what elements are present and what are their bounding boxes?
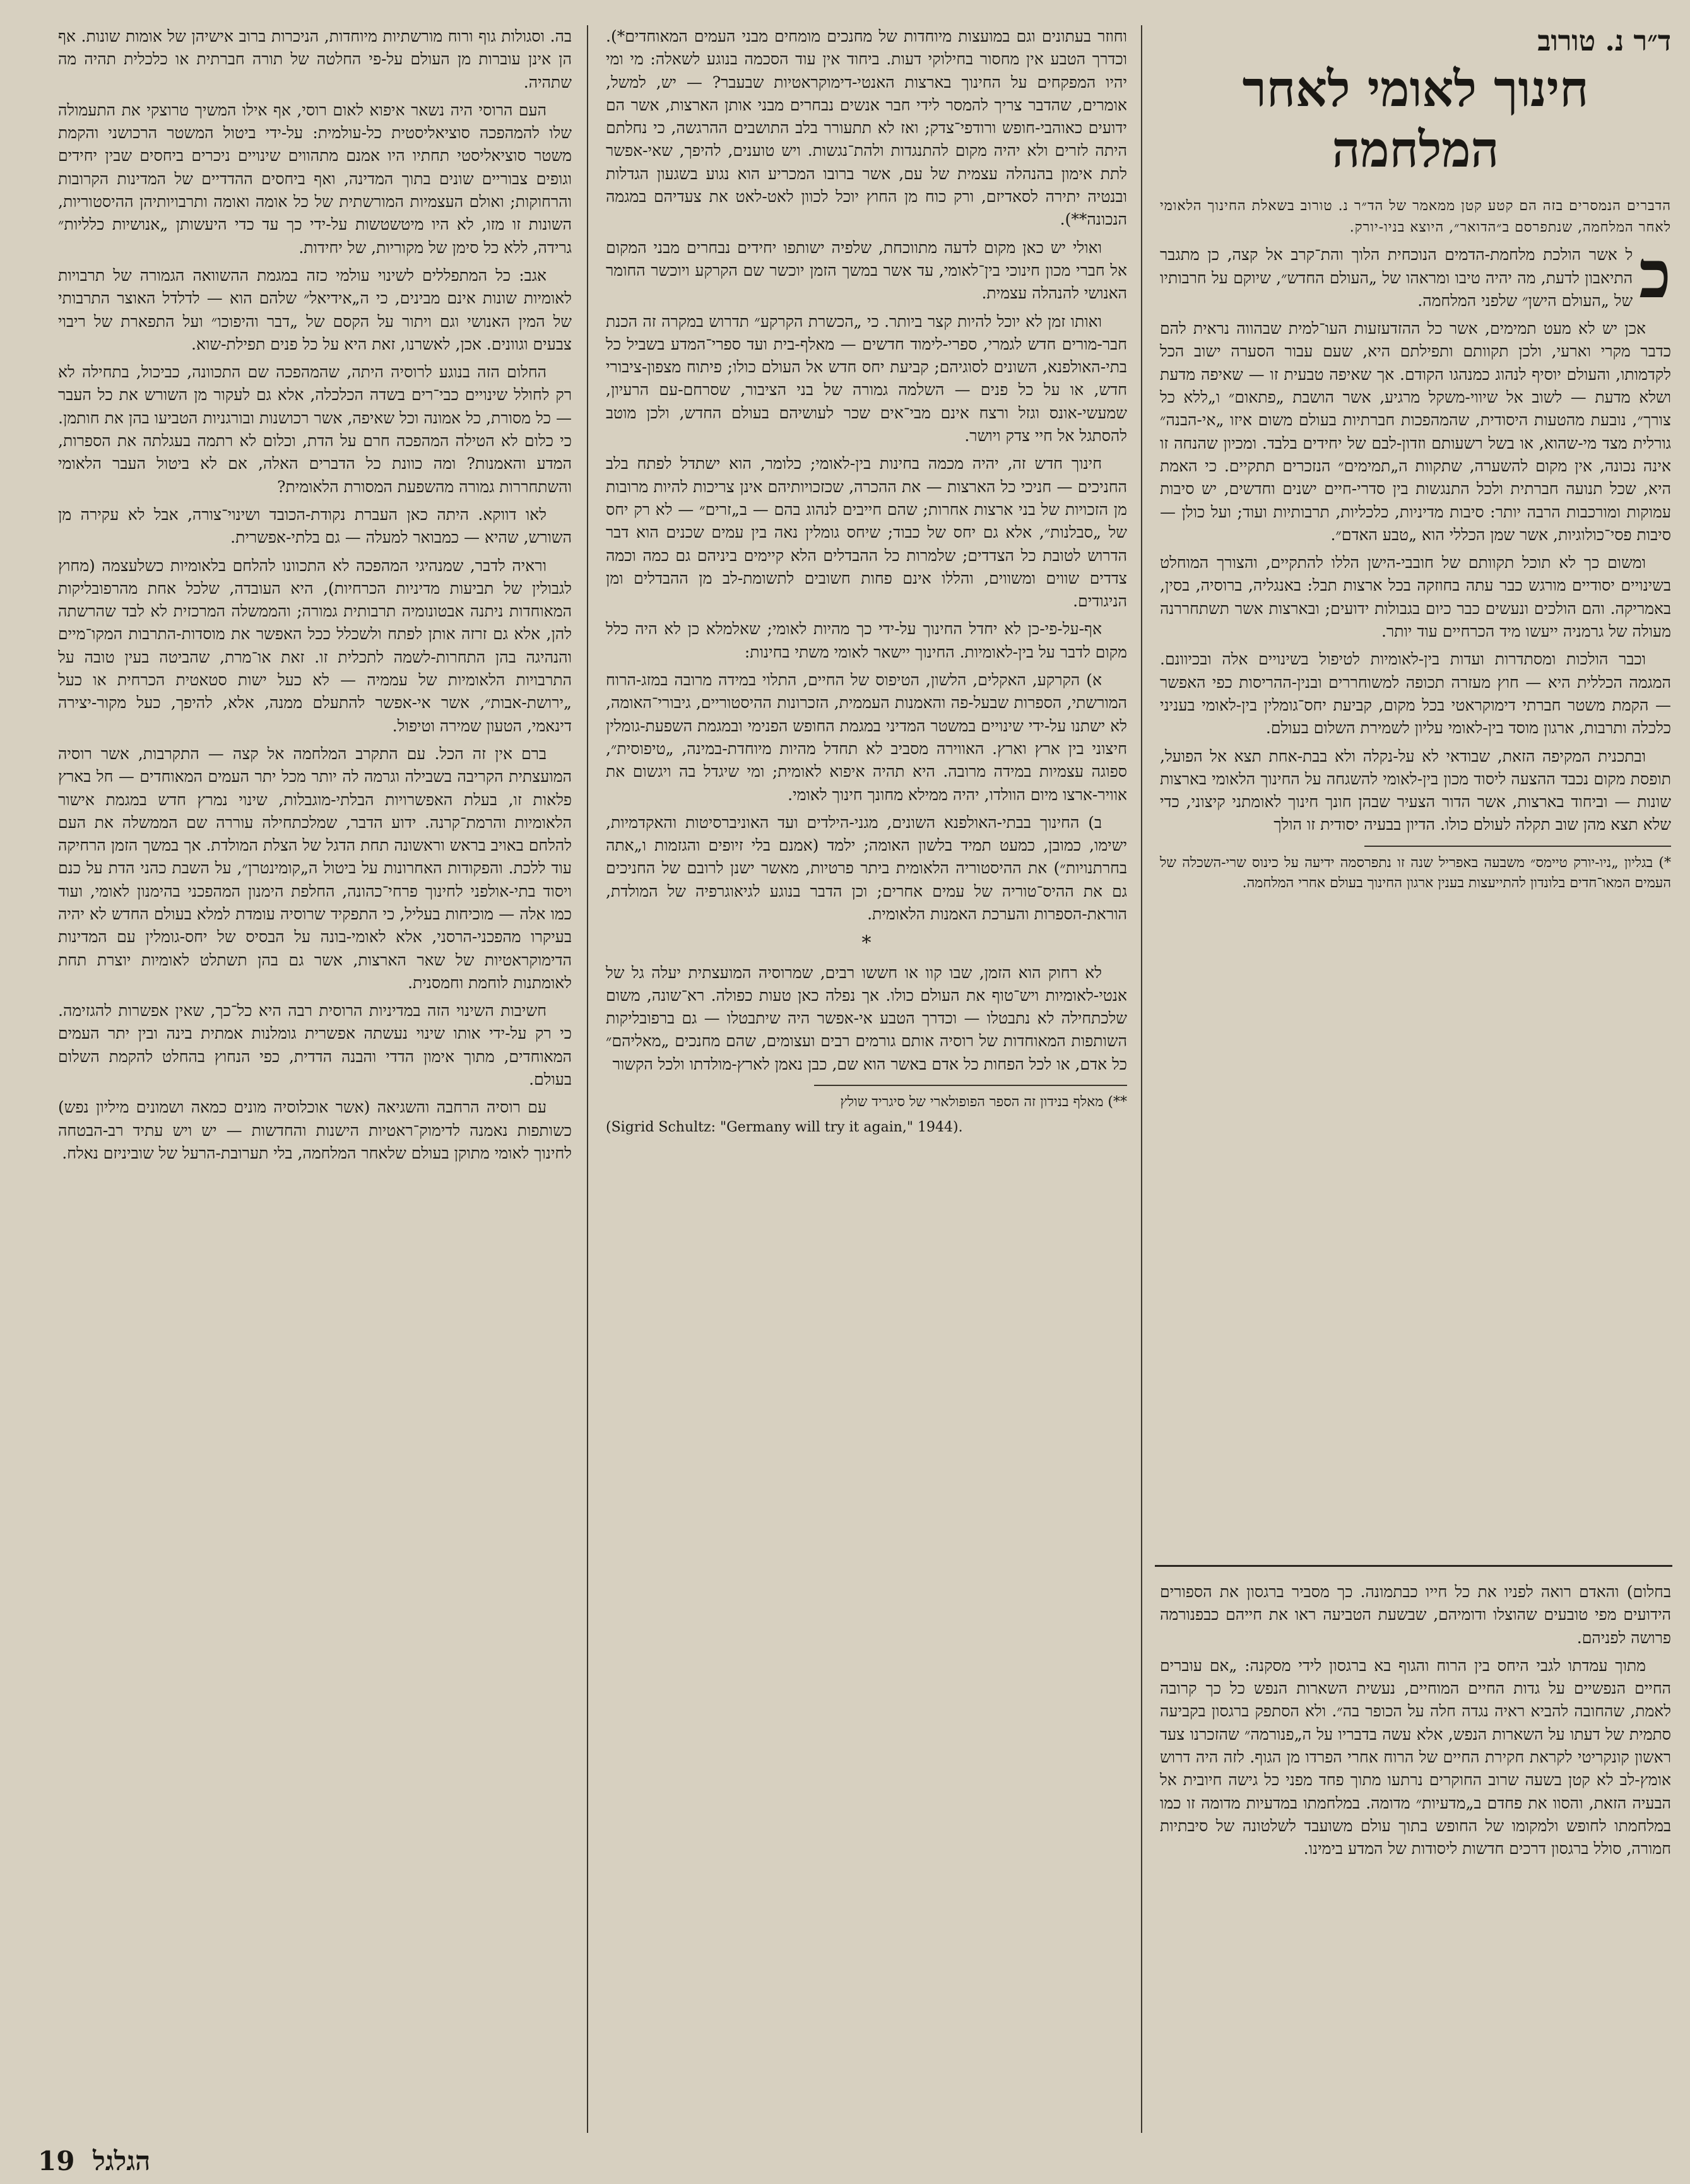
paragraph: מתוך עמדתו לגבי היחס בין הרוח והגוף בא ברגסון לידי מסקנה: „אם עוברים החיים הנפשיים על גדות החיים המוחיים, נעשית השארות הנפש כל כך קרובה לאמת, שהחובה להביא ראיה נגדה חלה על הכופר בה״. ולא הסתפק ברגסון בקביעה סתמית של דעתו על השארות הנפש, אלא עשה בדבריו על ה„פנורמה״ שהזכרנו צעד ראשון קונקריטי לקראת חקירת החיים של הרוח אחרי הפרדו מן הגוף. לזה היה דרוש אומץ-לב לא קטן בשעה שרוב החוקרים נרתעו מתוך פחד מפני כל גישה חיובית אל הבעיה הזאת, והסוו את פחדם ב„מדעיות״ מדומה. במלחמתו במדעיות מדומה זו כמו במלחמתו לחופש ולמקומו של החופש בתוך עולם משועבד לשלטונה של סיבתיות חמורה, סולל ברגסון דרכים חדשות ליסודות של המדע בימינו. — [1160, 1656, 1671, 1858]
column-right-lower — [1160, 1581, 1671, 1866]
footnote: *) בגליון „ניו-יורק טיימס״ משבעה באפריל שנה זו נתפרסמה ידיעה על כינוס שרי-השכלה של העמים המאו־חדים בלונדון להתייעצות בענין ארגון החינוך בעולם אחרי המלחמה. — [1160, 854, 1671, 891]
paragraph: עם רוסיה הרחבה והשגיאה (אשר אוכלוסיה מונים כמאה ושמונים מיליון נפש) כשותפות נאמנה לדימוק־ראטיות הישנות והחדשות — יש ויש עתיד רב-הבטחה לחינוך לאומי מתוקן בעולם שלאחר המלחמה, בלי תערובת-הרעל של שוביניזם נאלח. — [58, 1098, 572, 1162]
section-separator: * — [861, 932, 872, 955]
footnote: **) מאלף בנידון זה הספר הפופולארי של סיגריד שולץ — [840, 1094, 1127, 1111]
page-footer — [38, 2146, 150, 2177]
paragraph: אף-על-פי-כן לא יחדל החינוך על-ידי כך מהיות לאומי; שאלמלא כן לא היה כלל מקום לדבר על בין-לאומיות. החינוך יישאר לאומי משתי בחינות: — [606, 620, 1127, 661]
paragraph: ברם אין זה הכל. עם התקרב המלחמה אל קצה — התקרבות, אשר רוסיה המועצתית הקריבה בשבילה וגרמה לה יותר מכל יתר העמים המאוחדים — חל בארץ פלאות זו, בעלת האפשרויות הבלתי-מוגבלות, שינוי נמרץ חדש במגמת אישור הלאומיות והרמת־קרנה. ידוע הדבר, שמלכתחילה עוררה שם הממשלה את העם להלחם באויב בראש וראשונה תחת הדגל של הצלת המולדת. אך במשך הזמן הרחיקה עוד ללכת. והפקודות האחרונות על ביטול ה„קומינטרן״, על השבת כהני הדת על כנם ויסוד בתי-אולפני לחינוך פרחי־כהונה, החלפת הימנון המהפכני בהימנון לאומי, ועוד כמו אלה — מוכיחות בעליל, כי התפקיד שרוסיה עומדת למלא בעולם החדש לא יהיה בעיקרו מהפכני-הרסני, אלא לאומי-בונה על הבסיס של יחס-גומלין עם המדינות הדימוקראטיות של שאר הארצות, אשר גם בהן תשתלט לאומיות יוצרת תחת לאומתנות לוחמת וחמסנית. — [58, 744, 572, 992]
paragraph: בה. וסגולות גוף ורוח מורשתיות מיוחדות, הניכרות ברוב אישיהן של אומות שונות. אף הן אינן עוברות מן העולם על-פי החלטה של תורה חברתית או כלכלית תהיה מה שתהיה. — [58, 27, 572, 91]
drop-cap: כ — [1639, 235, 1671, 314]
paragraph: וראיה לדבר, שמנהיגי המהפכה לא התכוונו להלחם בלאומיות כשלעצמה (מחוץ לגבולין של תביעות מדיניות הכרחיות), היא העובדה, שלכל אחת מהרפובליקות המאוחדות ניתנה אבטונומיה תרבותית גמורה; והממשלה המרכזית לא לבד שהרשתה להן, אלא גם זרזה אותן לפתח ולשכלל ככל האפשר את מוסדות-התרבות המקו־מיים והנהיגה בהן התחרות-לשמה לתכלית זו. זאת או־מרת, שהביטה בעין טובה על התרבויות הלאומיות של עממיה — לא כעל ישות סטאטית הכרחית או כעל „ירושת-אבות״, אשר אי-אפשר להתעלם ממנה, אלא, להיפך, כעל מקור-יצירה דינאמי, הטעון שמירה וטיפול. — [58, 556, 572, 735]
page-number: 19 — [38, 2146, 75, 2176]
paragraph: ב) החינוך בבתי-האולפנא השונים, מגני-הילדים ועד האוניברסיטות והאקדמיות, ישימו, כמובן, כמעט תמיד בלשון האומה; ילמד (אמנם בלי זיופים והגזמות ו„אתה בחרתנויות״) את ההיסטוריה הלאומית ביתר פרטיות, מאשר ישנן לרובם של החניכים גם את ההיס־טוריה של עמים אחרים; וכן הדבר בנוגע לגיאוגרפיה של המולדת, הוראת-הספרות והערכת האמנות הלאומית. — [606, 813, 1127, 923]
paragraph: ל אשר הולכת מלחמת-הדמים הנוכחית הלוך והת־קרב אל קצה, כן מתגבר התיאבון לדעת, מה יהיה טיבו ומראהו של „העולם החדש״, שיוקם על חרבותיו של „העולם הישן״ שלפני המלחמה. — [1160, 245, 1633, 310]
paragraph: ואותו זמן לא יוכל להיות קצר ביותר. כי „הכשרת הקרקע״ תדרוש במקרה זה הכנת חבר-מורים חדש לגמרי, ספרי-לימוד חדשים — מאלף-בית ועד ספרי־המדע בשביל כל בתי-האולפנא, השונים לסוגיהם; קביעת יחס חדש אל העולם כולו; פיתוח מצפון-ציבורי חדש, או על כל פנים — השלמה גמורה של בני הציבור, שסרחם-עם הרעיון, שמעשי-אונס וגזל ורצח אינם מבי־אים שכר לעושיהם בעולם החדש, ולכן מוטב להסתגל אל חיי צדק ויושר. — [606, 312, 1127, 446]
column-rule — [587, 25, 588, 2133]
paragraph: העם הרוסי היה נשאר איפוא לאום רוסי, אף אילו המשיך טרוצקי את התעמולה שלו להמהפכה סוציאליסטית כל-עולמית: על-ידי ביטול המשטר הרכושני והקמת משטר סוציאליסטי תחתיו היו אמנם מתהווים שינויים ניכרים ביחסים שבין יחידים וגופים צבוריים שונים בתוך המדינה, ואף ביחסים ההדדיים של המדינות הקרובות והרחוקות; ואולם העצמיות המורשתית של כל אומה ואומה ותרבויותיהן ההיסטוריות, השונות זו מזו, לא היו מיטשטשות על-ידי כך עד כדי היעשותן „אנושיות כלליות״ גרידה, ללא כל סימן של מקוריות, של יחידות. — [58, 100, 572, 257]
paragraph: בחלום) והאדם רואה לפניו את כל חייו כבתמונה. כך מסביר ברגסון את הספורים הידועים מפי טובעים שהוצלו ודומיהם, שבשעת הטביעה ראו את חייהם כבפנורמה פרושה לפניהם. — [1160, 1583, 1671, 1647]
column-middle — [606, 25, 1127, 1138]
paragraph: ובתכנית המקיפה הזאת, שבודאי לא על-נקלה ולא בבת-אחת תצא אל הפועל, תופסת מקום נכבד ההצעה ליסוד מכון בין-לאומי להשגחה על החינוך הלאומי בארצות שונות — וביחוד בארצות, אשר הדור הצעיר שבהן חונך חינוך לאומתני קיצוני, כדי שלא תצא מהן שוב תקלה לעולם כולו. הדיון בבעיה יסודית זו הולך — [1160, 747, 1671, 834]
article-title: חינוך לאומי לאחר המלחמה — [1242, 61, 1589, 179]
paragraph: חינוך חדש זה, יהיה מכמה בחינות בין-לאומי; כלומר, הוא ישתדל לפתח בלב החניכים — חניכי כל הארצות — את ההכרה, שכזכויותיהם אינן צריכות להיות מרובות מן הזכויות של בני ארצות אחרות; שהם חייבים לנהוג בהם — ב„זרים״ — לא רק יחס של „סבלנות״, אלא גם יחס של כבוד; שיחס גומלין נאה בין עמים שכנים הוא דבר הדרוש לטובת כל הצדדים; שלמרות כל ההבדלים הלא קיימים ביניהם גם כמה וכמה צדדים שווים ומשווים, והללו אינם פחות חשובים לתשומת-לב מן ההבדלים ומן הניגודים. — [606, 454, 1127, 611]
magazine-name: הגלגל — [93, 2146, 151, 2176]
paragraph: וחוזר בעתונים וגם במועצות מיוחדות של מחנכים מומחים מבני העמים המאוחדים*). וכדרך הטבע אין מחסור בחילוקי דעות. ביחוד אין עוד הסכמה בנוגע לשאלה: מי ומי יהיו המפקחים על החינוך בארצות האנטי-דימוקראטיות שבעבר? — יש, למשל, אומרים, שהדבר צריך להמסר לידי חבר אנשים נבחרים מבני אותן הארצות, אשר הם ידועים כאוהבי-חופש ורודפי־צדק; ואז לא תתעורר בלב התושבים ההרגשה, כי נחלתם היתה לזרים ולא יהיה מקום להתנגדות ולהת־נגשות. ויש טוענים, להיפך, שאי-אפשר לתת אימון בהנהלה עצמית של עם, אשר ברובו המכריע הוא נגוע בשגעון הגדלות ובנטיה יתירה לסאדיזם, ורק כוח מן החוץ יוכל לכוון לאט-לאט את צעדיהם במגמה הנכונה**). — [606, 27, 1127, 229]
paragraph: וכבר הולכות ומסתדרות ועדות בין-לאומיות לטיפול בשינויים אלה ובכיוונם. המגמה הכללית היא — חוץ מעזרה תכופה למשוחררים ובנין-ההריסות כפי האפשר — הקמת משטר חברתי דימוקראטי בכל מקום, קביעת יחס־גומלין בין-לאומי בעניני כלכלה ותרבות, ארגון מוסד בין-לאומי עליון לשמירת השלום בעולם. — [1160, 650, 1671, 738]
column-right — [1160, 25, 1671, 899]
paragraph: א) הקרקע, האקלים, הלשון, הטיפוס של החיים, התלוי במידה מרובה במזג-הרוח המורשתי, הספרות שבעל-פה והאמנות העממית, הזכרונות ההיסטוריים, גיבורי־האומה, לא ישתנו על-ידי שינויים במשטר המדיני במגמת החופש הפנימי ובמגמת השפעת-גומלין חיצוני בין ארץ וארץ. האווירה מסביב לא תחדל מהיות מיוחדת-במינה, „טיפוסית״, ספוגה עצמיות במידה מרובה. היא תהיה איפוא לאומית; ומי שיגדל בה ויגשום את אוויר-ארצו מיום הוולדו, יהיה ממילא מחונך חינוך לאומי. — [606, 671, 1127, 804]
paragraph: אכן יש לא מעט תמימים, אשר כל ההזדעזעות העו־למית שבהווה נראית להם כדבר מקרי וארעי, ולכן תקוותם ותפילתם היא, שעם עבור הסערה ישוב הכל לקדמותו, והעולם יוסיף לנהוג כמנהגו הקודם. אך שאיפה טבעית זו — שאיפה מדעת ושלא מדעת — לשוב אל שיווי-משקל מרגיע, אשר הושבת „פתאום״ ו„ללא כל צורך״, נובעת מהטעות היסודית, שהמהפכות חברתיות בעולם משום איזו „אי-הבנה״ גורלית מצד מי-שהוא, או בשל רשעותם וזדון-לבם של יחידים בלבד. ומכיון שהנחה זו אינה נכונה, אין מקום להשערה, שתקוות ה„תמימים״ הנזכרים תתקיים. כי האמת היא, שכל תנועה חברתית ולכל התנגשות בין סדרי-חיים ישנים וחדשים, יש סיבות עמוקות ומורכבות הרבה יותר: סיבות מדיניות, כלכליות, תרבותיות ועוד; ועל כולן — סיבות פסי־כולוגיות, אשר שמן הכללי הוא „טבע האדם״. — [1160, 319, 1671, 544]
paragraph: ומשום כך לא תוכל תקוותם של חובבי-הישן הללו להתקיים, והצורך המוחלט בשינויים יסודיים מורגש כבר עתה בחוזקה בכל ארצות תבל: באנגליה, ברוסיה, בסין, באמריקה. והם הולכים ונעשים כבר כיום בגבולות ידועים; ובארצות אשר תשתחררנה מעולה של גרמניה ייעשו מיד הכרחיים עוד יותר. — [1160, 553, 1671, 641]
article-intro: הדברים הנמסרים בזה הם קטע קטן ממאמר של הד״ר נ. טורוב בשאלת החינוך הלאומי לאחר המלחמה, שנתפרסם ב״הדואר״, היוצא בניו-יורק. — [1160, 198, 1671, 236]
column-rule — [1141, 25, 1142, 2133]
paragraph: ואולי יש כאן מקום לדעה מתווכחת, שלפיה ישותפו יחידים נבחרים מבני המקום אל חברי מכון חינוכי בין־לאומי, עד אשר במשך הזמן יוכשר שם הקרקע ויוכשר החומר האנושי להנהלה עצמית. — [606, 238, 1127, 303]
author-byline: ד״ר נ. טורוב — [1537, 25, 1671, 57]
paragraph: לא רחוק הוא הזמן, שבו קוו או חששו רבים, שמרוסיה המועצתית יעלה גל של אנטי-לאומיות ויש־טוף את העולם כולו. אך נפלה כאן טעות כפולה. רא־שונה, משום שלכתחילה לא נתבטלו — וכדרך הטבע אי-אפשר היה שיתבטלו — גם ברפובליקות השותפות המאוחדות של רוסיה אותם גורמים רבים ועצומים, שהם מחנכים „מאליהם״ כל אדם, או לכל הפחות כל אדם באשר הוא שם, כבן נאמן לארץ-מולדתו ולכל הקשור — [606, 963, 1127, 1073]
footnote-divider — [1364, 846, 1671, 847]
column-left — [58, 25, 572, 1170]
section-rule — [1155, 1565, 1672, 1567]
paragraph: לאו דווקא. היתה כאן העברת נקודת-הכובד ושינוי־צורה, אבל לא עקירה מן השורש, שהיא — כמבואר למעלה — גם בלתי-אפשרית. — [58, 505, 572, 547]
footnote-divider — [814, 1085, 1127, 1086]
paragraph: אגב: כל המתפללים לשינוי עולמי כזה במגמת ההשוואה הגמורה של תרבויות לאומיות שונות אינם מבינים, כי ה„אידיאל״ שלהם הוא — לדלדל האוצר התרבותי של המין האנושי וגם ויתור על הקסם של „דבר והיפוכו״ ועל התפארת של ריבוי צבעים וגוונים. אכן, לאשרנו, זאת היא על כל פנים תפילת-שוא. — [58, 266, 572, 353]
footnote-english: (Sigrid Schultz: "Germany will try it again," 1944). — [606, 1119, 963, 1136]
paragraph: חשיבות השינוי הזה במדיניות הרוסית רבה היא כל־כך, שאין אפשרות להגזימה. כי רק על-ידי אותו שינוי נעשתה אפשרית גומלנות אמתית בינה ובין יתר העמים המאוחדים, מתוך אימון הדדי והבנה הדדית, כפי הנחוץ בהחלט להקמת השלום בעולם. — [58, 1001, 572, 1089]
paragraph: החלום הזה בנוגע לרוסיה היתה, שהמהפכה שם התכוונה, כביכול, בתחילה לא רק לחולל שינויים כבי־רים בשדה הכלכלה, אלא גם לעקור מן השורש את כל העבר — כל מסורת, כל אמונה וכל שאיפה, אשר רכושנות ובורגניות הטביעו בהן את חותמן. כי כלום לא הטילה המהפכה חרם על הדת, וכלום לא רתמה בעגלתה את הספרות, המדע והאמנות? ומה כוונת כל הדברים האלה, אם לא ביטול העבר הלאומי והשתחררות גמורה מהשפעת המסורת הלאומית? — [58, 363, 572, 496]
